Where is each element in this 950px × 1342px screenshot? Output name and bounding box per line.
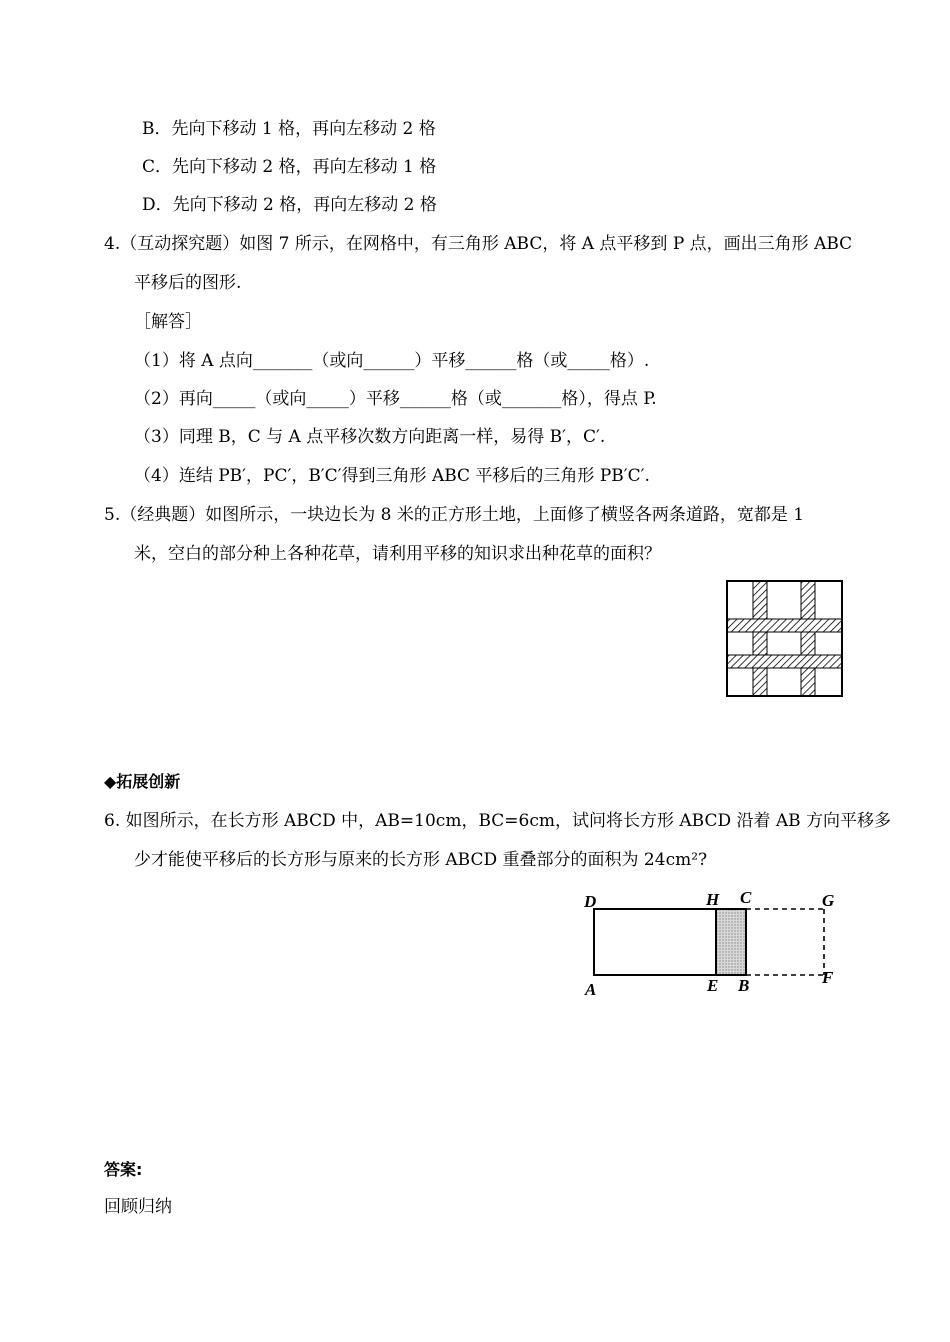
label-e: E: [707, 976, 719, 995]
label-g: G: [822, 891, 835, 910]
review-title: 回顾归纳: [104, 1197, 172, 1217]
q4-line1: 4.（互动探究题）如图 7 所示，在网格中，有三角形 ABC，将 A 点平移到 P 点，画出三角形 ABC: [104, 234, 853, 254]
q4-answer-label: ［解答］: [134, 312, 202, 332]
q6-rectangle-figure: [578, 885, 850, 1000]
q4-step-2: （2）再向_____（或向_____）平移______格（或_______格），得点 P.: [134, 389, 657, 409]
option-c: C．先向下移动 2 格，再向左移动 1 格: [142, 157, 437, 177]
label-h: H: [706, 890, 720, 909]
q6-line2: 少才能使平移后的长方形与原来的长方形 ABCD 重叠部分的面积为 24cm²?: [134, 850, 708, 870]
label-f: F: [822, 968, 834, 987]
option-d: D．先向下移动 2 格，再向左移动 2 格: [142, 195, 437, 215]
q5-line2: 米，空白的部分种上各种花草，请利用平移的知识求出种花草的面积？: [134, 544, 661, 564]
answers-title: 答案:: [104, 1160, 143, 1179]
q4-step-1: （1）将 A 点向_______（或向______）平移______格（或_____格）.: [134, 351, 650, 371]
q6-line1: 6. 如图所示，在长方形 ABCD 中，AB=10cm，BC=6cm，试问将长方形 ABCD 沿着 AB 方向平移多: [104, 811, 892, 831]
q4-step-3: （3）同理 B，C 与 A 点平移次数方向距离一样，易得 B′，C′.: [134, 427, 606, 447]
q4-line2: 平移后的图形.: [134, 273, 242, 293]
q4-step-4: （4）连结 PB′，PC′，B′C′得到三角形 ABC 平移后的三角形 PB′C′.: [134, 466, 650, 486]
q5-line1: 5.（经典题）如图所示，一块边长为 8 米的正方形土地，上面修了横竖各两条道路，宽都是 1: [104, 505, 805, 525]
section-title: ◆拓展创新: [104, 772, 181, 791]
label-a: A: [585, 980, 597, 999]
q5-road-figure: [726, 580, 844, 698]
label-d: D: [584, 892, 597, 911]
option-b: B．先向下移动 1 格，再向左移动 2 格: [142, 119, 436, 139]
label-c: C: [740, 888, 752, 907]
label-b: B: [738, 976, 750, 995]
